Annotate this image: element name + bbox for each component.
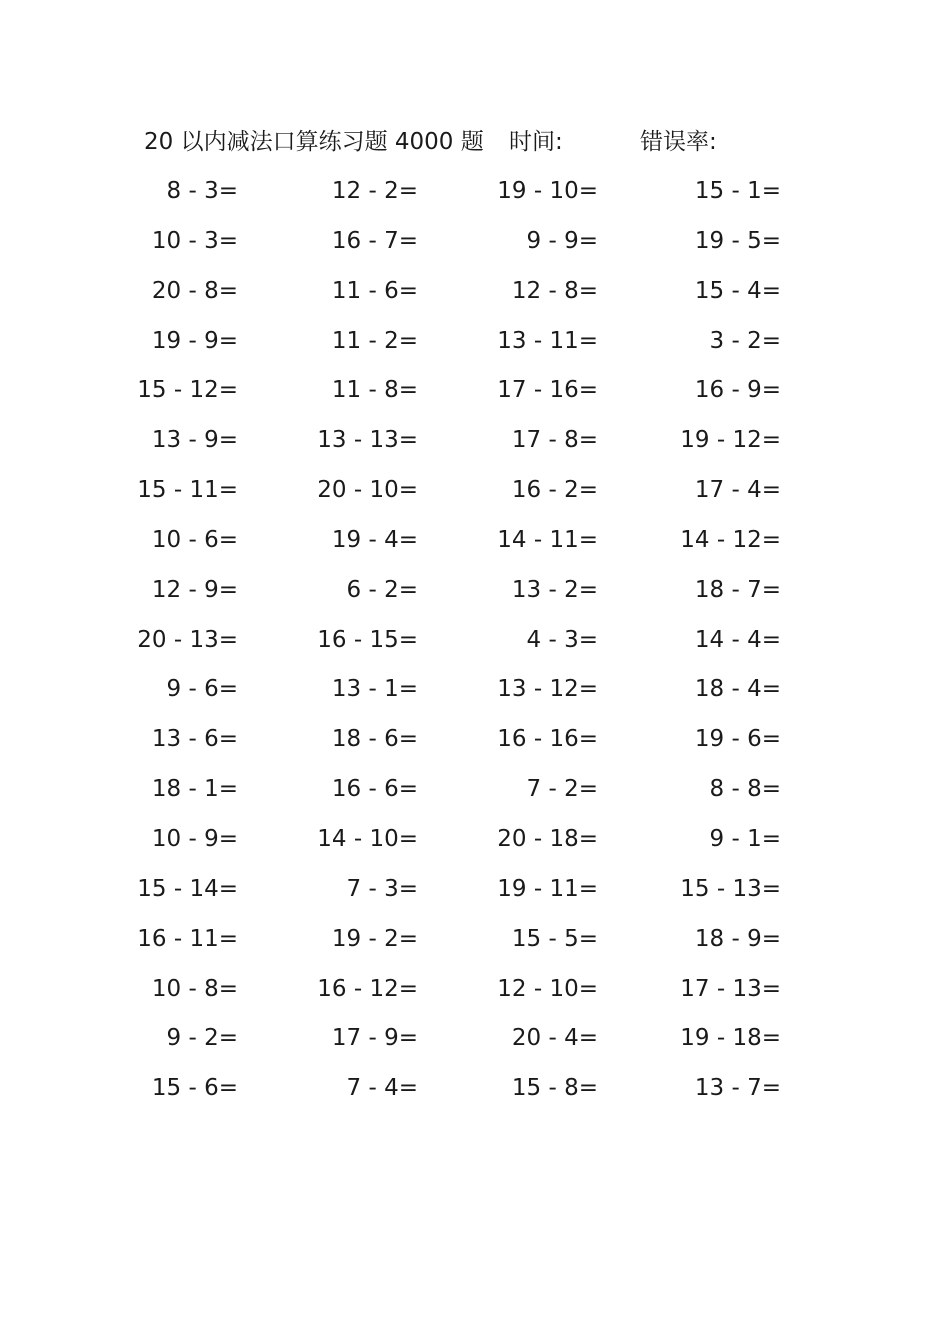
worksheet-header xyxy=(144,124,844,160)
subtraction-problem: 20 - 8= xyxy=(151,277,238,304)
problem-row xyxy=(128,270,828,320)
subtraction-problem: 17 - 16= xyxy=(497,377,598,404)
subtraction-problem: 13 - 7= xyxy=(694,1075,781,1102)
subtraction-problem: 11 - 2= xyxy=(331,327,418,354)
subtraction-problem: 19 - 18= xyxy=(680,1025,781,1052)
subtraction-problem: 19 - 4= xyxy=(331,526,418,553)
subtraction-problem: 8 - 8= xyxy=(709,776,781,803)
subtraction-problem: 10 - 6= xyxy=(151,526,238,553)
subtraction-problem: 13 - 13= xyxy=(317,427,418,454)
subtraction-problem: 19 - 6= xyxy=(694,726,781,753)
problem-row xyxy=(128,619,828,669)
subtraction-problem: 15 - 6= xyxy=(151,1075,238,1102)
error-rate-label: 错误率: xyxy=(640,129,717,155)
subtraction-problem: 14 - 4= xyxy=(694,626,781,653)
subtraction-problem: 10 - 3= xyxy=(151,227,238,254)
problem-row xyxy=(128,369,828,419)
subtraction-problem: 18 - 9= xyxy=(694,925,781,952)
subtraction-problem: 19 - 10= xyxy=(497,178,598,204)
subtraction-problem: 13 - 9= xyxy=(151,427,238,454)
subtraction-problem: 15 - 4= xyxy=(694,277,781,304)
problem-row xyxy=(128,1017,828,1067)
subtraction-problem: 20 - 10= xyxy=(317,477,418,504)
subtraction-problem: 18 - 6= xyxy=(331,726,418,753)
subtraction-problem: 15 - 5= xyxy=(511,925,598,952)
problem-row xyxy=(128,818,828,868)
subtraction-problem: 10 - 8= xyxy=(151,975,238,1002)
subtraction-problem: 15 - 8= xyxy=(511,1075,598,1102)
problem-row xyxy=(128,1067,828,1117)
subtraction-problem: 7 - 4= xyxy=(346,1075,418,1102)
subtraction-problem: 16 - 11= xyxy=(137,925,238,952)
subtraction-problem: 20 - 13= xyxy=(137,626,238,653)
problem-row xyxy=(128,320,828,370)
subtraction-problem: 6 - 2= xyxy=(346,576,418,603)
subtraction-problem: 10 - 9= xyxy=(151,825,238,852)
subtraction-problem: 4 - 3= xyxy=(526,626,598,653)
problem-row xyxy=(128,220,828,270)
subtraction-problem: 13 - 11= xyxy=(497,327,598,354)
subtraction-problem: 20 - 18= xyxy=(497,825,598,852)
problem-row xyxy=(128,868,828,918)
subtraction-problem: 16 - 15= xyxy=(317,626,418,653)
subtraction-problem: 18 - 7= xyxy=(694,576,781,603)
subtraction-problem: 16 - 2= xyxy=(511,477,598,504)
problem-row xyxy=(128,968,828,1018)
problem-row xyxy=(128,469,828,519)
subtraction-problem: 12 - 8= xyxy=(511,277,598,304)
subtraction-problem: 7 - 3= xyxy=(346,875,418,902)
subtraction-problem: 13 - 6= xyxy=(151,726,238,753)
subtraction-problem: 19 - 9= xyxy=(151,327,238,354)
subtraction-problem: 18 - 4= xyxy=(694,676,781,703)
subtraction-problem: 16 - 7= xyxy=(331,227,418,254)
problem-row xyxy=(128,569,828,619)
subtraction-problem: 15 - 14= xyxy=(137,875,238,902)
subtraction-problem: 3 - 2= xyxy=(709,327,781,354)
subtraction-problem: 14 - 12= xyxy=(680,526,781,553)
problem-row xyxy=(128,519,828,569)
problem-row xyxy=(128,419,828,469)
subtraction-problem: 19 - 2= xyxy=(331,925,418,952)
problem-grid xyxy=(128,170,828,1117)
subtraction-problem: 13 - 2= xyxy=(511,576,598,603)
problem-row xyxy=(128,170,828,220)
subtraction-problem: 12 - 2= xyxy=(331,178,418,204)
subtraction-problem: 17 - 9= xyxy=(331,1025,418,1052)
subtraction-problem: 19 - 12= xyxy=(680,427,781,454)
worksheet-title: 20 以内减法口算练习题 4000 题 xyxy=(144,129,484,155)
subtraction-problem: 15 - 13= xyxy=(680,875,781,902)
subtraction-problem: 16 - 12= xyxy=(317,975,418,1002)
subtraction-problem: 19 - 11= xyxy=(497,875,598,902)
subtraction-problem: 15 - 11= xyxy=(137,477,238,504)
problem-row xyxy=(128,718,828,768)
problem-row xyxy=(128,918,828,968)
subtraction-problem: 16 - 16= xyxy=(497,726,598,753)
subtraction-problem: 14 - 11= xyxy=(497,526,598,553)
subtraction-problem: 12 - 9= xyxy=(151,576,238,603)
subtraction-problem: 15 - 1= xyxy=(694,178,781,204)
subtraction-problem: 17 - 8= xyxy=(511,427,598,454)
subtraction-problem: 16 - 6= xyxy=(331,776,418,803)
subtraction-problem: 9 - 9= xyxy=(526,227,598,254)
subtraction-problem: 20 - 4= xyxy=(511,1025,598,1052)
subtraction-problem: 18 - 1= xyxy=(151,776,238,803)
subtraction-problem: 7 - 2= xyxy=(526,776,598,803)
subtraction-problem: 9 - 2= xyxy=(166,1025,238,1052)
subtraction-problem: 9 - 6= xyxy=(166,676,238,703)
time-label: 时间: xyxy=(509,129,563,155)
subtraction-problem: 11 - 6= xyxy=(331,277,418,304)
problem-row xyxy=(128,668,828,718)
subtraction-problem: 17 - 13= xyxy=(680,975,781,1002)
subtraction-problem: 17 - 4= xyxy=(694,477,781,504)
subtraction-problem: 11 - 8= xyxy=(331,377,418,404)
subtraction-problem: 15 - 12= xyxy=(137,377,238,404)
subtraction-problem: 19 - 5= xyxy=(694,227,781,254)
problem-row xyxy=(128,768,828,818)
subtraction-problem: 14 - 10= xyxy=(317,825,418,852)
subtraction-problem: 12 - 10= xyxy=(497,975,598,1002)
subtraction-problem: 13 - 1= xyxy=(331,676,418,703)
subtraction-problem: 8 - 3= xyxy=(166,178,238,204)
subtraction-problem: 16 - 9= xyxy=(694,377,781,404)
subtraction-problem: 9 - 1= xyxy=(709,825,781,852)
subtraction-problem: 13 - 12= xyxy=(497,676,598,703)
